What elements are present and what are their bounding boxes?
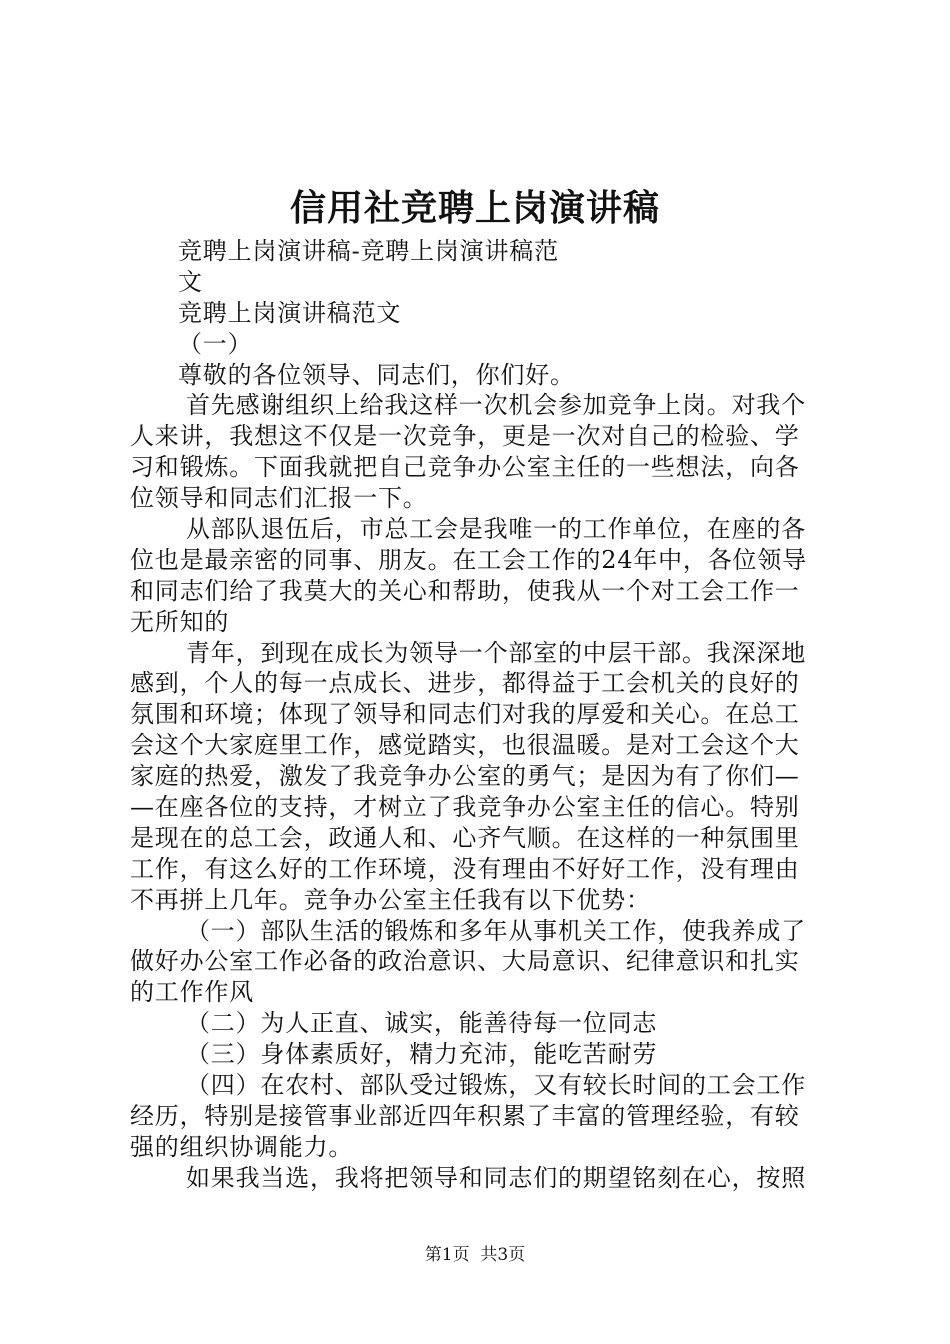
body-line: 习和锻炼。下面我就把自己竞争办公室主任的一些想法，向各 (130, 453, 800, 482)
body-line: 感到，个人的每一点成长、进步，都得益于工会机关的良好的 (130, 669, 800, 698)
body-line: （二）为人正直、诚实，能善待每一位同志 (186, 1009, 658, 1038)
body-line: 强的组织协调能力。 (130, 1132, 354, 1161)
body-line: 无所知的 (130, 607, 230, 636)
document-body (130, 236, 835, 1194)
body-line: 氛围和环境；体现了领导和同志们对我的厚爱和关心。在总工 (130, 700, 800, 729)
body-line: 如果我当选，我将把领导和同志们的期望铭刻在心，按照 (186, 1163, 806, 1192)
body-line: 会这个大家庭里工作，感觉踏实，也很温暖。是对工会这个大 (130, 731, 800, 760)
body-line: 是现在的总工会，政通人和、心齐气顺。在这样的一种氛围里 (130, 823, 800, 852)
body-line: （一）部队生活的锻炼和多年从事机关工作，使我养成了 (186, 916, 806, 945)
body-line: 做好办公室工作必备的政治意识、大局意识、纪律意识和扎实 (130, 947, 800, 976)
body-line: 工作，有这么好的工作环境，没有理由不好好工作，没有理由 (130, 854, 800, 883)
body-line: 首先感谢组织上给我这样一次机会参加竞争上岗。对我个 (186, 391, 806, 420)
body-line: 和同志们给了我莫大的关心和帮助，使我从一个对工会工作一 (130, 576, 800, 605)
body-line: 青年，到现在成长为领导一个部室的中层干部。我深深地 (186, 638, 806, 667)
document-title: 信用社竞聘上岗演讲稿 (289, 187, 660, 229)
body-line: 尊敬的各位领导、同志们，你们好。 (178, 360, 575, 389)
body-line: —在座各位的支持，才树立了我竞争办公室主任的信心。特别 (130, 793, 800, 822)
body-line: 位领导和同志们汇报一下。 (130, 484, 428, 513)
body-line: （四）在农村、部队受过锻炼，又有较长时间的工会工作 (186, 1071, 806, 1100)
body-line: 文 (178, 267, 203, 296)
body-line: 从部队退伍后，市总工会是我唯一的工作单位，在座的各 (186, 515, 806, 544)
body-line: 竞聘上岗演讲稿范文 (178, 298, 402, 327)
body-line: （一） (178, 329, 253, 358)
body-line: 家庭的热爱，激发了我竞争办公室的勇气；是因为有了你们— (130, 762, 800, 791)
body-line: 的工作作风 (130, 978, 254, 1007)
body-line: 经历，特别是接管事业部近四年积累了丰富的管理经验，有较 (130, 1101, 800, 1130)
body-line: 不再拼上几年。竞争办公室主任我有以下优势： (130, 885, 651, 914)
body-line: 位也是最亲密的同事、朋友。在工会工作的24年中，各位领导 (130, 545, 807, 574)
body-line: 人来讲，我想这不仅是一次竞争，更是一次对自己的检验、学 (130, 422, 800, 451)
body-line: （三）身体素质好，精力充沛，能吃苦耐劳 (186, 1040, 658, 1069)
body-line: 竞聘上岗演讲稿-竞聘上岗演讲稿范 (178, 237, 559, 265)
page-footer: 第1页 共3页 (424, 1245, 526, 1265)
